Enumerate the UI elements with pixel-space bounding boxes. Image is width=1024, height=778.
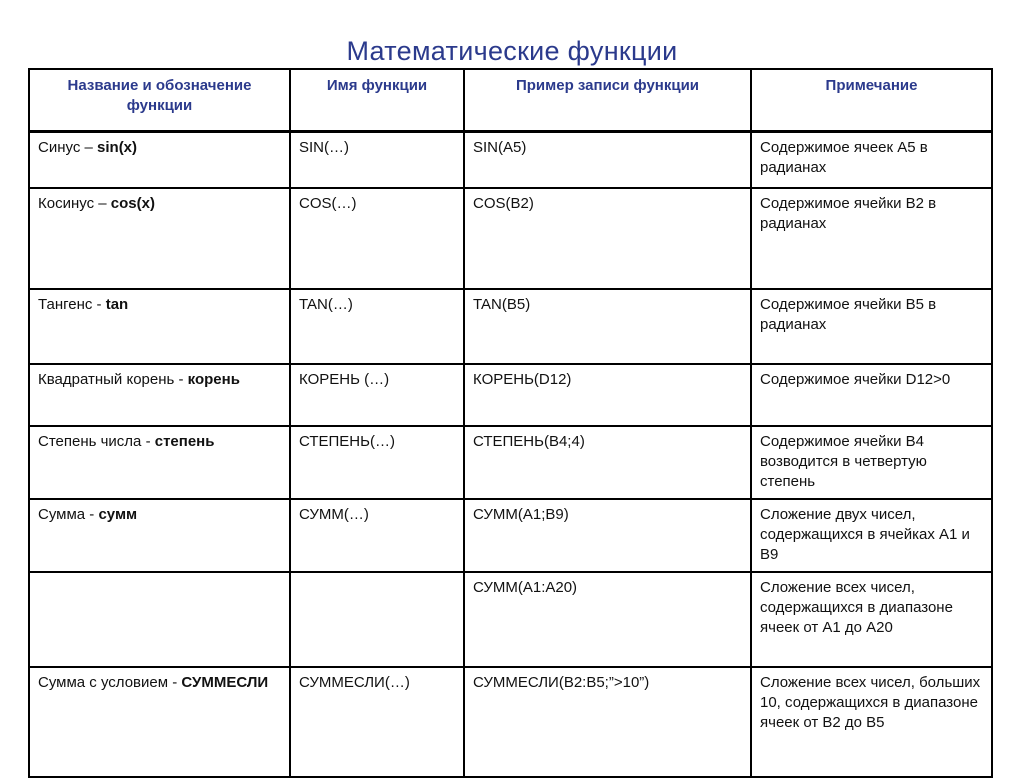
cell-example: COS(B2) — [464, 188, 751, 289]
cell-note: Содержимое ячейки В2 в радианах — [751, 188, 992, 289]
cell-function: TAN(…) — [290, 289, 464, 364]
name-text: Сумма - — [38, 506, 99, 523]
table-row — [29, 188, 992, 289]
cell-function: COS(…) — [290, 188, 464, 289]
cell-example: СУММ(A1:A20) — [464, 572, 751, 667]
cell-function: SIN(…) — [290, 131, 464, 188]
cell-example: СТЕПЕНЬ(B4;4) — [464, 426, 751, 499]
cell-name — [29, 667, 290, 777]
table-row — [29, 289, 992, 364]
name-text: Сумма с условием - — [38, 674, 182, 691]
name-text: Синус – — [38, 138, 98, 156]
cell-function: СТЕПЕНЬ(…) — [290, 426, 464, 499]
table-row — [29, 499, 992, 572]
header-note: Примечание — [751, 69, 992, 131]
cell-note: Содержимое ячейки В5 в радианах — [751, 289, 992, 364]
cell-function: СУММ(…) — [290, 499, 464, 572]
name-symbol: сумм — [98, 506, 138, 523]
cell-name — [29, 364, 290, 426]
cell-example: СУММ(A1;B9) — [464, 499, 751, 572]
header-function: Имя функции — [290, 69, 464, 131]
cell-function — [290, 572, 464, 667]
cell-example: TAN(B5) — [464, 289, 751, 364]
name-symbol: tan — [105, 296, 129, 313]
name-text: Тангенс - — [38, 296, 106, 313]
name-symbol: sin(x) — [97, 138, 138, 156]
header-example: Пример записи функции — [464, 69, 751, 131]
math-functions-table — [28, 68, 993, 778]
header-name: Название и обозначение функции — [29, 69, 290, 131]
header-row — [29, 69, 992, 131]
cell-function: КОРЕНЬ (…) — [290, 364, 464, 426]
name-text: Степень числа - — [38, 433, 155, 450]
name-symbol: cos(x) — [110, 195, 155, 212]
cell-note: Содержимое ячейки D12>0 — [751, 364, 992, 426]
cell-note: Сложение двух чисел, содержащихся в ячейках А1 и В9 — [751, 499, 992, 572]
table-row — [29, 667, 992, 777]
name-text: Квадратный корень - — [38, 371, 188, 388]
name-symbol: корень — [187, 371, 240, 388]
cell-note: Сложение всех чисел, содержащихся в диапазоне ячеек от А1 до А20 — [751, 572, 992, 667]
table-row — [29, 131, 992, 188]
name-text: Косинус – — [38, 195, 111, 212]
name-symbol: СУММЕСЛИ — [181, 674, 269, 691]
cell-note: Сложение всех чисел, больших 10, содержащихся в диапазоне ячеек от В2 до В5 — [751, 667, 992, 777]
cell-function: СУММЕСЛИ(…) — [290, 667, 464, 777]
cell-name — [29, 131, 290, 188]
cell-name — [29, 572, 290, 667]
table-row — [29, 364, 992, 426]
name-symbol: степень — [154, 433, 215, 450]
table-row — [29, 426, 992, 499]
cell-example: СУММЕСЛИ(B2:B5;”>10”) — [464, 667, 751, 777]
cell-note: Содержимое ячейки В4 возводится в четвертую степень — [751, 426, 992, 499]
table-row — [29, 572, 992, 667]
cell-name — [29, 499, 290, 572]
cell-note: Содержимое ячеек А5 в радианах — [751, 131, 992, 188]
cell-name — [29, 188, 290, 289]
cell-example: SIN(A5) — [464, 131, 751, 188]
cell-name — [29, 289, 290, 364]
cell-example: КОРЕНЬ(D12) — [464, 364, 751, 426]
page-title: Математические функции — [346, 36, 678, 66]
cell-name — [29, 426, 290, 499]
